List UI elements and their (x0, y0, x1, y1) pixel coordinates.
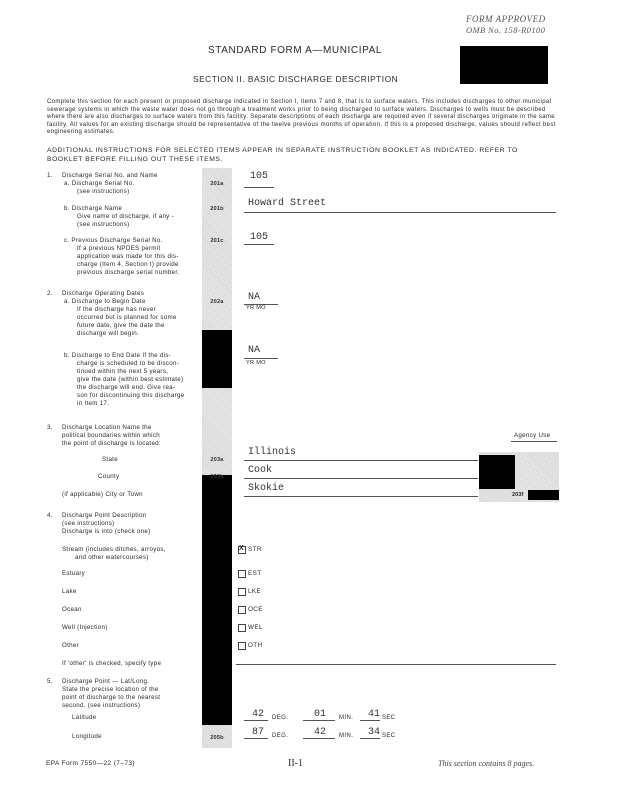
item-1b-label: b. Discharge Name (64, 205, 123, 212)
option-ocean-label: Ocean (62, 606, 82, 613)
item-5-sub-2: point of discharge to the nearest (62, 694, 161, 701)
end-yr-mo: YR MO (246, 360, 266, 366)
omb-number: OMB No. 158-R0100 (466, 25, 546, 35)
item-1c-sub-1: If a previous NPDES permit (77, 245, 161, 252)
discharge-name-value[interactable]: Howard Street (248, 198, 327, 209)
code-203b: 203b (210, 474, 224, 480)
redaction-block-2 (202, 330, 232, 388)
item-3-heading: Discharge Location Name the (62, 424, 152, 431)
agency-redaction-2 (528, 490, 559, 500)
end-date-value[interactable]: NA (248, 345, 261, 356)
longitude-label: Longitude (72, 733, 102, 740)
lat-deg-unit: DEG. (272, 715, 289, 721)
city-underline (244, 496, 478, 497)
item-5-number: 5. (47, 678, 53, 685)
item-1a-sub: (see instructions) (77, 188, 130, 195)
other-specify-label: If 'other' is checked, specify type (62, 660, 162, 667)
item-2-number: 2. (47, 290, 53, 297)
item-4-sub-1: (see instructions) (62, 520, 115, 527)
instructions-line-2: BOOKLET BEFORE FILLING OUT THESE ITEMS. (47, 156, 223, 163)
longitude-minutes[interactable]: 42 (314, 727, 327, 738)
item-2a-sub-4: discharge will begin. (77, 330, 140, 337)
item-2b-sub-4: the discharge will end. Give rea- (77, 384, 176, 391)
option-stream-label-2: and other watercourses) (75, 554, 149, 561)
intro-paragraph: Complete this section for each present or proposed discharge indicated in Section I, items 7 and 8, that is to surface waters. This includes discharges to other municipal sewerage systems in which the waste water does not go through a treatment works prior to being discharged to surface waters. Discharges to wells must be described where there are also discharges to surface waters from this facility. Separate descriptions of each discharge are required even if several discharges originate in the same facility. All values for an existing discharge should be representative of the twelve previous months of operation. If this is a proposed discharge, values should reflect best engineering estimates. (47, 99, 556, 136)
footer-pages-note: This section contains 8 pages. (438, 759, 535, 768)
longitude-degrees[interactable]: 87 (252, 727, 265, 738)
footer-page-number: II-1 (288, 758, 303, 769)
instructions-line-1: ADDITIONAL INSTRUCTIONS FOR SELECTED ITEMS APPEAR IN SEPARATE INSTRUCTION BOOKLET AS INDICATED. REFER TO (47, 147, 518, 154)
code-205b: 205b (210, 735, 224, 741)
section-heading: SECTION II. BASIC DISCHARGE DESCRIPTION (193, 74, 399, 84)
item-4-number: 4. (47, 512, 53, 519)
checkbox-est-label: EST (248, 570, 262, 577)
item-3-sub-2: the point of discharge is located: (62, 440, 161, 447)
agency-redaction-1 (479, 455, 515, 489)
name-underline (244, 212, 556, 213)
option-stream-label: Stream (includes ditches, arroyos, (62, 546, 166, 553)
item-2b-sub-1: charge is scheduled to be discon- (77, 360, 180, 367)
item-2-heading: Discharge Operating Dates (62, 290, 145, 297)
item-2a-label: a. Discharge to Begin Date (64, 298, 146, 305)
state-underline (244, 460, 478, 461)
county-label: County (98, 473, 120, 480)
state-value[interactable]: Illinois (248, 447, 297, 458)
end-date-underline (244, 358, 278, 359)
redaction-block-3 (202, 475, 232, 725)
checkbox-oth-label: OTH (248, 642, 263, 649)
checkbox-wel-label: WEL (248, 624, 263, 631)
item-3-number: 3. (47, 424, 53, 431)
lat-min-unit: MIN. (339, 715, 354, 721)
code-201c: 201c (210, 238, 224, 244)
lat-sec-underline (360, 720, 380, 721)
checkbox-oce[interactable] (238, 606, 246, 614)
code-203f: 203f (512, 492, 524, 498)
item-1b-sub2: (see instructions) (77, 221, 130, 228)
checkbox-wel[interactable] (238, 624, 246, 632)
agency-use-label: Agency Use (514, 432, 551, 439)
form-approved-label: FORM APPROVED (466, 14, 546, 24)
item-2b-sub-5: son for discontinuing this discharge (77, 392, 185, 399)
lon-deg-underline (244, 738, 268, 739)
checkbox-oth[interactable] (238, 642, 246, 650)
item-1b-sub1: Give name of discharge, if any - (77, 213, 174, 220)
lat-sec-unit: SEC (382, 715, 396, 721)
latitude-seconds[interactable]: 41 (368, 709, 381, 720)
latitude-label: Latitude (72, 714, 97, 721)
item-3-sub-1: political boundaries within which (62, 432, 160, 439)
option-other-label: Other (62, 642, 79, 649)
item-1a-label: a. Discharge Serial No. (64, 180, 135, 187)
item-2b-sub-3: give the date (within best estimate) (77, 376, 184, 383)
footer-form-number: EPA Form 7550—22 (7–73) (46, 760, 135, 767)
previous-serial-underline (244, 244, 274, 245)
option-well-label: Well (Injection) (62, 624, 108, 631)
other-specify-line[interactable] (236, 664, 556, 665)
lon-sec-unit: SEC (382, 733, 396, 739)
item-1-heading: Discharge Serial No. and Name (62, 172, 158, 179)
lon-sec-underline (360, 738, 380, 739)
county-value[interactable]: Cook (248, 465, 273, 476)
checkbox-oce-label: OCE (248, 606, 263, 613)
lon-min-underline (303, 738, 335, 739)
item-2a-sub-1: If the discharge has never (77, 306, 156, 313)
item-5-sub-1: State the precise location of the (62, 686, 159, 693)
item-1c-sub-3: charge (Item 4, Section I) provide (77, 261, 179, 268)
code-201b: 201b (210, 206, 224, 212)
latitude-minutes[interactable]: 01 (314, 709, 327, 720)
longitude-seconds[interactable]: 34 (368, 727, 381, 738)
code-202a: 202a (210, 299, 224, 305)
serial-underline (244, 187, 274, 188)
redaction-block (460, 46, 548, 84)
city-value[interactable]: Skokie (248, 483, 285, 494)
code-201a: 201a (210, 181, 224, 187)
item-2b-label: b. Discharge to End Date If the dis- (64, 352, 172, 359)
latitude-degrees[interactable]: 42 (252, 709, 265, 720)
agency-use-underline (511, 441, 557, 442)
checkbox-str[interactable]: X (238, 546, 246, 554)
lat-min-underline (303, 720, 335, 721)
item-5-sub-3: second. (see instructions) (62, 702, 141, 709)
option-estuary-label: Estuary (62, 570, 86, 577)
item-2b-sub-2: tinued within the next 5 years, (77, 368, 169, 375)
begin-date-value[interactable]: NA (248, 292, 261, 303)
item-1c-label: c. Previous Discharge Serial No. (64, 237, 163, 244)
previous-serial-value[interactable]: 105 (250, 232, 269, 243)
city-label: (if applicable) City or Town (62, 491, 143, 498)
item-2a-sub-3: future date, give the date the (77, 322, 165, 329)
checkbox-est[interactable] (238, 570, 246, 578)
begin-yr-mo: YR MO (246, 305, 266, 311)
item-2a-sub-2: occurred but is planned for some (77, 314, 177, 321)
checkbox-str-label: STR (248, 546, 262, 553)
checkbox-lke-label: LKE (248, 588, 262, 595)
lon-deg-unit: DEG. (272, 733, 289, 739)
discharge-serial-value[interactable]: 105 (250, 171, 269, 182)
lat-deg-underline (244, 720, 268, 721)
item-1c-sub-4: previous discharge serial number. (77, 269, 180, 276)
option-lake-label: Lake (62, 588, 77, 595)
item-2b-sub-6: in Item 17. (77, 400, 110, 407)
item-4-sub-2: Discharge is into (check one) (62, 528, 151, 535)
item-5-heading: Discharge Point — Lat/Long. (62, 678, 150, 685)
item-4-heading: Discharge Point Description (62, 512, 147, 519)
state-label: State (102, 456, 118, 463)
form-title: STANDARD FORM A—MUNICIPAL (208, 45, 383, 56)
item-1-number: 1. (47, 172, 53, 179)
code-203a: 203a (210, 457, 224, 463)
checkbox-lke[interactable] (238, 588, 246, 596)
county-underline (244, 478, 478, 479)
item-1c-sub-2: application was made for this dis- (77, 253, 179, 260)
lon-min-unit: MIN. (339, 733, 354, 739)
